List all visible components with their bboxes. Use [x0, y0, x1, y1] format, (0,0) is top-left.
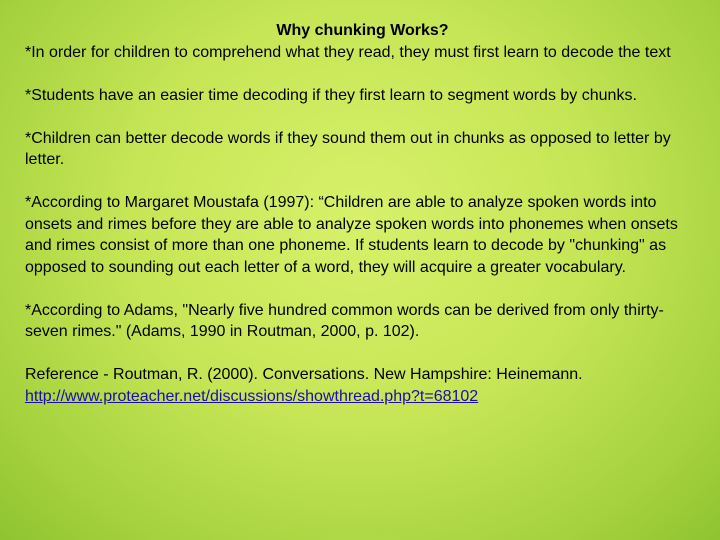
reference-text: Reference - Routman, R. (2000). Conversations. New Hampshire: Heinemann.: [25, 366, 583, 383]
slide-title: Why chunking Works?: [276, 22, 449, 39]
slide-content: [25, 20, 700, 407]
paragraph-decode-chunks: *Children can better decode words if they sound them out in chunks as opposed to letter by letter.: [25, 129, 671, 168]
reference-link[interactable]: http://www.proteacher.net/discussions/showthread.php?t=68102: [25, 387, 479, 405]
paragraph-adams-quote: *According to Adams, "Nearly five hundred common words can be derived from only thirty-seven rimes." (Adams, 1990 in Routman, 2000, p. 102).: [25, 301, 664, 340]
paragraph-moustafa-quote: *According to Margaret Moustafa (1997): “Children are able to analyze spoken words into onsets and rimes before they are able to analyze spoken words into phonemes when onsets and rimes consist of more than one phoneme. If students learn to decode by "chunking" as opposed to sounding out each letter of a word, they will acquire a greater vocabulary.: [25, 194, 678, 276]
paragraph-comprehend: *In order for children to comprehend what they read, they must first learn to decode the text: [25, 43, 671, 61]
paragraph-segment: *Students have an easier time decoding if they first learn to segment words by chunks.: [25, 86, 637, 104]
